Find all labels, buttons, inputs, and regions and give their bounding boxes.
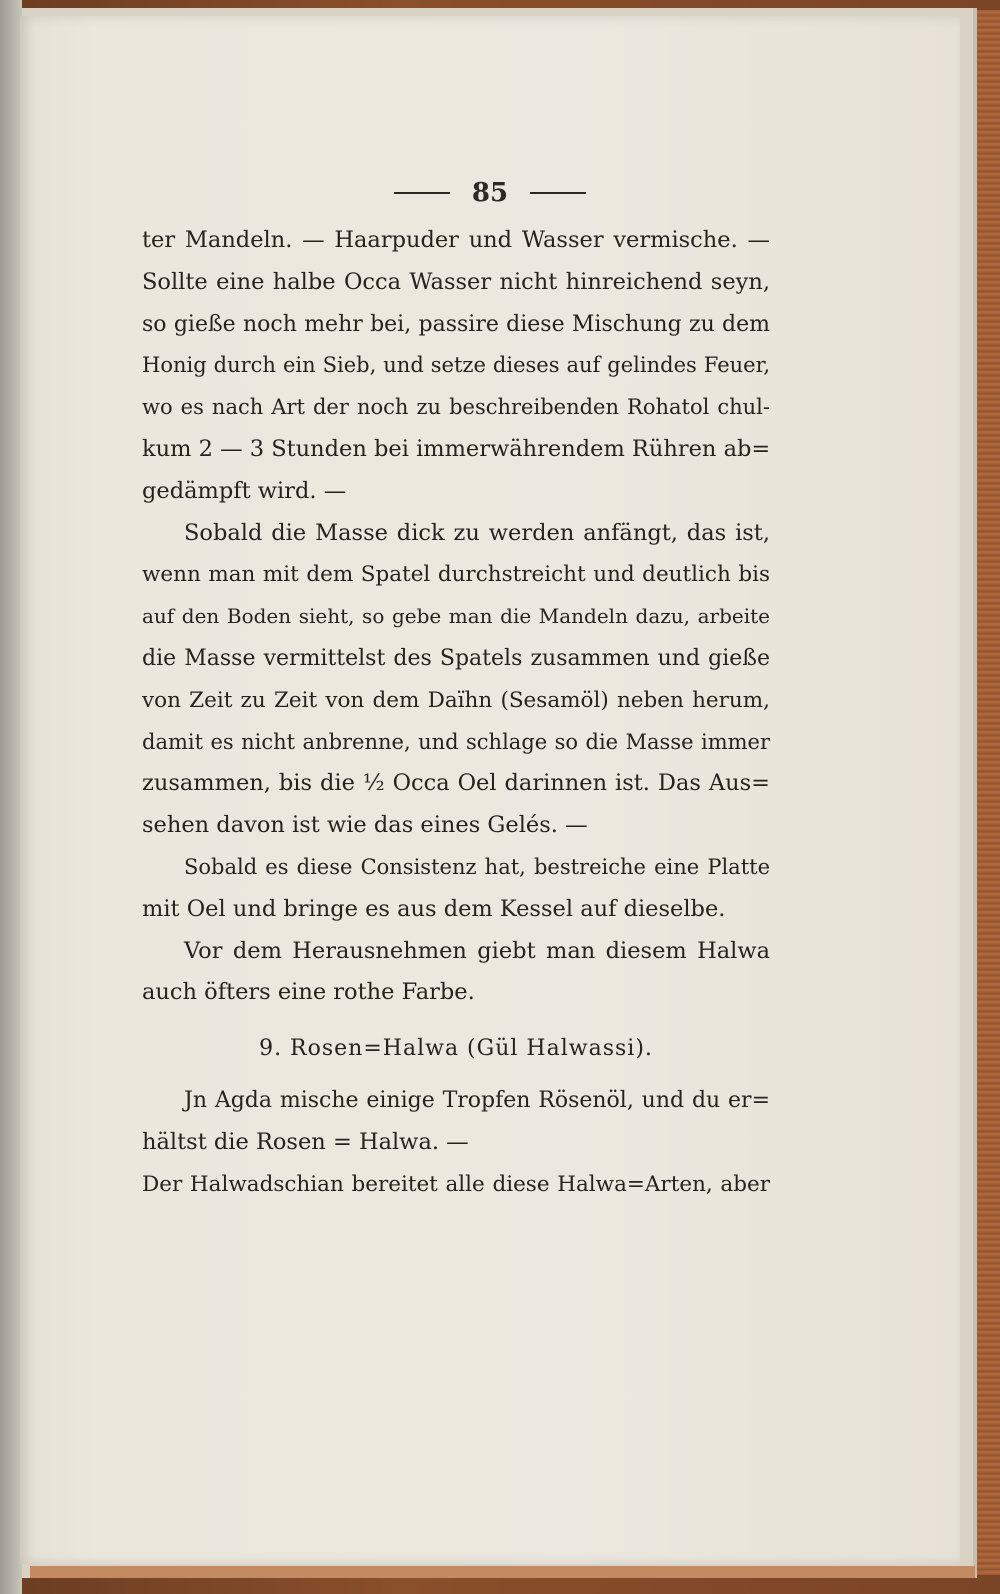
text-line: damit es nicht anbrenne, und schlage so die Masse immer [142, 729, 770, 754]
body-text [142, 220, 770, 1206]
header-rule-right [530, 192, 586, 194]
header-rule-left [394, 192, 450, 194]
text-line: Jn Agda mische einige Tropfen Rösenöl, und du er= [184, 1088, 770, 1114]
text-line: auch öfters eine rothe Farbe. [142, 979, 475, 1006]
section-heading: 9. Rosen=Halwa (Gül Halwassi). [259, 1036, 653, 1062]
text-line: Honig durch ein Sieb, und setze dieses auf gelindes Feuer, [142, 353, 770, 378]
text-line: Sobald die Masse dick zu werden anfängt, das ist, [184, 519, 770, 546]
text-line: so gieße noch mehr bei, passire diese Mischung zu dem [142, 311, 770, 337]
text-line: wo es nach Art der noch zu beschreibenden Rohatol chul- [142, 395, 770, 420]
text-line: mit Oel und bringe es aus dem Kessel auf dieselbe. [142, 895, 726, 922]
cover-board-edge [975, 10, 1000, 1575]
text-line: zusammen, bis die ½ Occa Oel darinnen ist. Das Aus= [142, 770, 770, 797]
text-line: gedämpft wird. — [142, 477, 347, 504]
page-number: 85 [471, 178, 509, 208]
text-line: kum 2 — 3 Stunden bei immerwährendem Rühren ab= [142, 435, 771, 462]
text-line: auf den Boden sieht, so gebe man die Mandeln dazu, arbeite [142, 604, 770, 629]
page-header [20, 178, 960, 208]
text-line: sehen davon ist wie das eines Gelés. — [142, 812, 588, 839]
text-line: Sobald es diese Consistenz hat, bestreiche eine Platte [184, 854, 770, 879]
text-line: Der Halwadschian bereitet alle diese Halwa=Arten, aber [142, 1171, 770, 1197]
text-line: ter Mandeln. — Haarpuder und Wasser vermische. — [142, 227, 770, 253]
text-line: die Masse vermittelst des Spatels zusammen und gieße [142, 645, 770, 671]
text-line: Vor dem Herausnehmen giebt man diesem Halwa [184, 937, 770, 964]
text-line: hältst die Rosen = Halwa. — [142, 1128, 469, 1155]
text-line: wenn man mit dem Spatel durchstreicht und deutlich bis [142, 562, 770, 588]
text-line: Sollte eine halbe Occa Wasser nicht hinreichend seyn, [142, 268, 770, 295]
cover-bottom-edge [30, 1566, 975, 1578]
text-line: von Zeit zu Zeit von dem Daïhn (Sesamöl) neben herum, [142, 687, 770, 713]
book-gutter [0, 0, 22, 1594]
